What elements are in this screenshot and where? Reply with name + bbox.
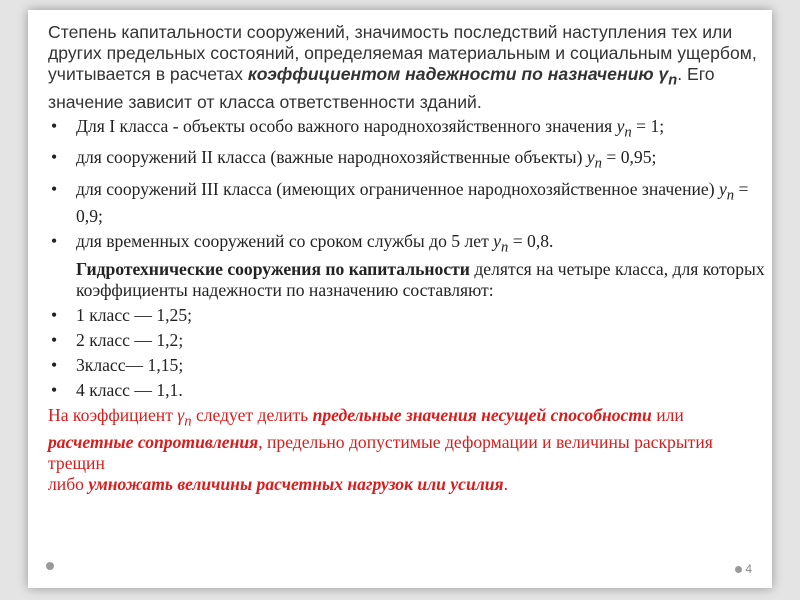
item-text: для сооружений II класса (важные народнохозяйственные объекты) xyxy=(76,147,587,168)
list-item-class-3 xyxy=(48,179,773,228)
item-text: для сооружений III класса (имеющих ограниченное народнохозяйственное значение) xyxy=(76,178,719,199)
item-text: Для I класса - объекты особо важного народнохозяйственного значения xyxy=(76,115,617,136)
coef-symbol: y xyxy=(586,147,595,168)
list-item-class-1 xyxy=(48,116,773,144)
slide-content xyxy=(48,22,773,495)
item-text: 2 класс — 1,2; xyxy=(76,329,184,350)
note-text-6: . xyxy=(503,474,509,495)
intro-text-2: . Его значение зависит от класса ответственности зданий. xyxy=(48,64,715,112)
nav-dot-left[interactable] xyxy=(46,562,54,570)
intro-paragraph xyxy=(48,22,773,113)
coef-value: = 0,9; xyxy=(76,178,749,227)
intro-bold-subscript: n xyxy=(668,72,678,89)
note-text-1: На коэффициент xyxy=(48,404,178,425)
note-subscript: n xyxy=(184,413,192,430)
coef-value: = 0,8. xyxy=(508,231,554,252)
note-term-1: предельные значения несущей способности xyxy=(312,404,652,425)
list-item-hydro-2 xyxy=(48,330,773,351)
intro-text-1: Степень капитальности сооружений, значимость последствий наступления тех или других предельных состояний, определяемая материальным и социальным ущербом, учитывается в расчетах xyxy=(48,22,757,84)
bullet: • xyxy=(51,231,58,252)
list-item-hydro-3 xyxy=(48,355,773,376)
intro-bold-term: коэффициентом надежности по назначению γ xyxy=(247,64,669,84)
coef-symbol: y xyxy=(493,231,501,252)
note-text-2: следует делить xyxy=(191,404,313,425)
note-text-4: , предельно допустимые деформации и величины раскрытия трещин xyxy=(48,432,713,474)
class-list xyxy=(48,116,773,401)
list-item-hydro-1 xyxy=(48,305,773,326)
bullet: • xyxy=(51,329,58,350)
nav-dot-right[interactable] xyxy=(735,566,742,573)
bullet: • xyxy=(51,178,58,199)
coef-symbol: y xyxy=(718,178,727,199)
coef-symbol: y xyxy=(616,115,625,136)
coef-subscript: n xyxy=(500,239,509,256)
coef-subscript: n xyxy=(594,155,602,172)
slide-nav xyxy=(735,562,752,576)
note-term-3: умножать величины расчетных нагрузок или усилия xyxy=(88,474,504,495)
slide xyxy=(28,10,772,588)
note-paragraph xyxy=(48,405,773,475)
bullet: • xyxy=(51,115,58,136)
item-text: 1 класс — 1,25; xyxy=(76,304,193,325)
bullet: • xyxy=(51,354,58,375)
item-text: 3класс— 1,15; xyxy=(76,354,184,375)
slide-number: 4 xyxy=(745,562,752,576)
list-item-class-2 xyxy=(48,147,773,175)
item-text: 4 класс — 1,1. xyxy=(76,379,183,400)
coef-subscript: n xyxy=(624,124,632,141)
bullet: • xyxy=(51,379,58,400)
list-item-hydro-4 xyxy=(48,380,773,401)
item-text: для временных сооружений со сроком службы до 5 лет xyxy=(76,231,494,252)
note-symbol: γ xyxy=(177,404,185,425)
coef-value: = 0,95; xyxy=(602,147,657,168)
coef-value: = 1; xyxy=(631,115,665,136)
hydro-text: делятся на четыре класса, для которых коэффициенты надежности по назначению составляют: xyxy=(76,258,765,300)
note-text-5: либо xyxy=(48,474,89,495)
note-text-3: или xyxy=(651,404,684,425)
coef-subscript: n xyxy=(726,187,735,204)
list-item-temporary xyxy=(48,231,773,301)
bullet: • xyxy=(51,304,58,325)
bullet: • xyxy=(51,147,58,168)
note-paragraph-2 xyxy=(48,474,773,495)
hydro-bold-term: Гидротехнические сооружения по капитальности xyxy=(76,258,470,279)
note-term-2: расчетные сопротивления xyxy=(48,432,259,453)
